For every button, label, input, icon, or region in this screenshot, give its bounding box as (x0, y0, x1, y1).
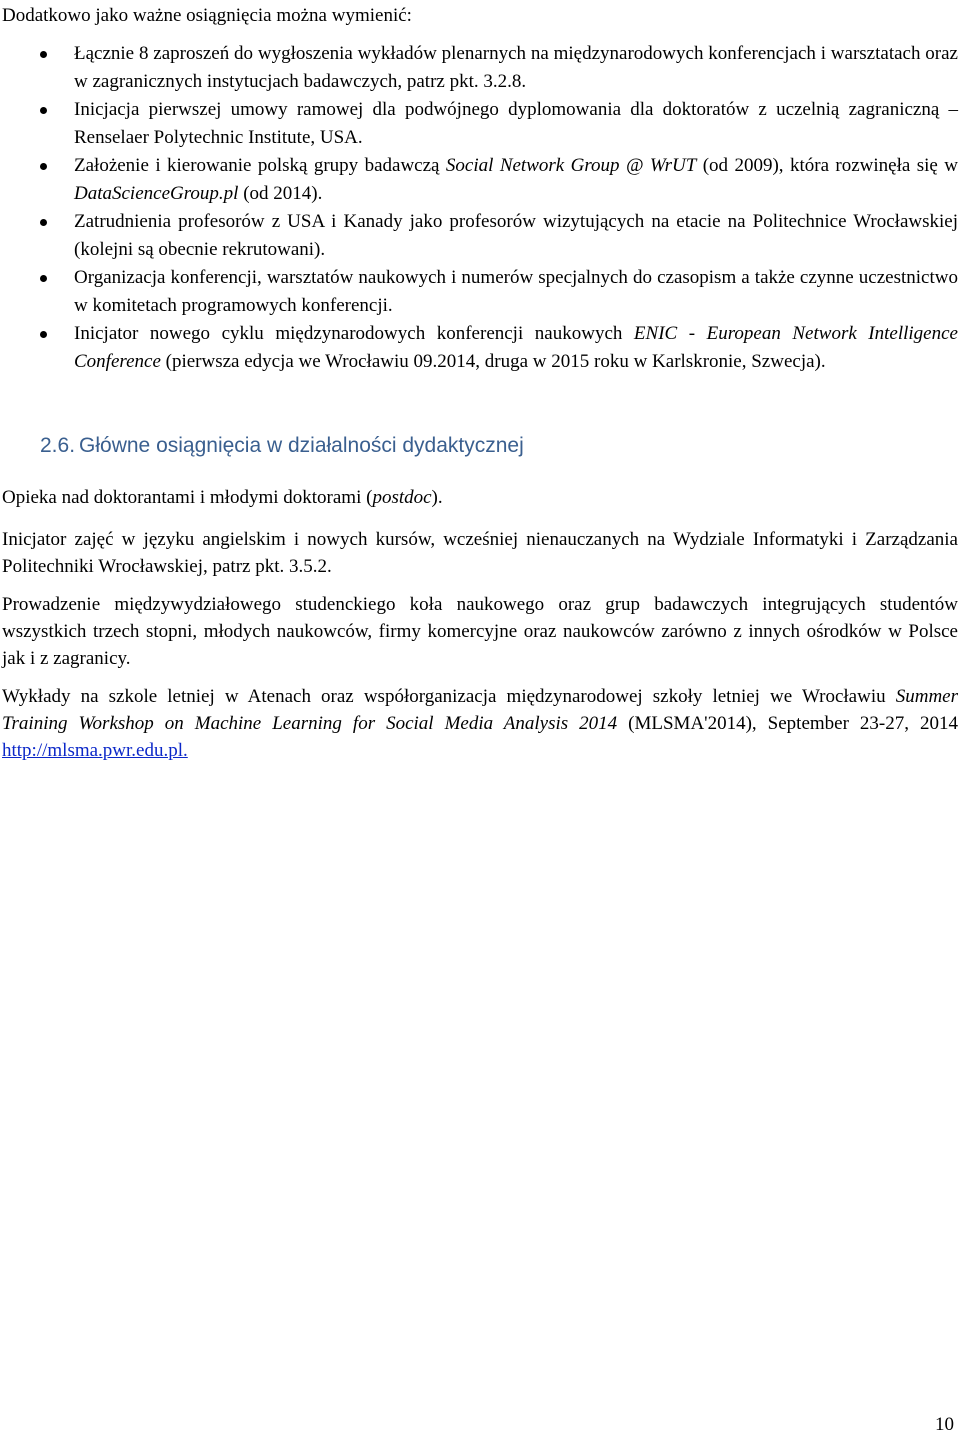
bullet-icon (40, 51, 47, 58)
list-item (0, 40, 958, 95)
list-item-text: Inicjacja pierwszej umowy ramowej dla podwójnego dyplomowania dla doktoratów z uczelnią zagraniczną – Renselaer Polytechnic Institute, USA. (74, 99, 958, 148)
list-item (0, 320, 958, 375)
list-item-text: Inicjator nowego cyklu międzynarodowych konferencji naukowych (74, 323, 634, 344)
list-item (0, 152, 958, 207)
conference-name: ENIC - European Network Intelligence Conference (74, 323, 958, 372)
list-item (0, 264, 958, 319)
intro-text: Dodatkowo jako ważne osiągnięcia można wymienić: (2, 5, 412, 26)
bullet-icon (40, 163, 47, 170)
list-item (0, 96, 958, 151)
list-item-text: Założenie i kierowanie polską grupy badawczą (74, 155, 446, 176)
bullet-icon (40, 107, 47, 114)
paragraph-emphasis: postdoc (372, 487, 432, 508)
paragraph-text: Wykłady na szkole letniej w Atenach oraz współorganizacja międzynarodowej szkoły letniej we Wrocławiu (2, 686, 896, 707)
list-item-text: (pierwsza edycja we Wrocławiu 09.2014, druga w 2015 roku w Karlskronie, Szwecja). (160, 350, 826, 372)
paragraph-text: ). (431, 487, 443, 508)
paragraph (2, 683, 958, 764)
workshop-link[interactable]: http://mlsma.pwr.edu.pl. (2, 740, 188, 761)
section-heading (40, 434, 524, 458)
page-number: 10 (935, 1414, 954, 1435)
bullet-icon (40, 275, 47, 282)
group-name: Social Network Group @ WrUT (445, 155, 697, 176)
achievements-list (0, 40, 958, 375)
bullet-icon (40, 331, 47, 338)
list-item-text: (od 2014). (238, 182, 323, 204)
paragraph: Prowadzenie międzywydziałowego studenckiego koła naukowego oraz grup badawczych integrujących studentów wszystkich trzech stopni, młodych naukowców, firmy komercyjne oraz naukowców zarówno z innych ośrodków w Polsce jak i z zagranicy. (2, 594, 958, 669)
paragraph-text: Opieka nad doktorantami i młodymi doktorami ( (2, 487, 373, 508)
list-item-text: Łącznie 8 zaproszeń do wygłoszenia wykładów plenarnych na międzynarodowych konferencjach i warsztatach oraz w zagranicznych instytucjach badawczych, patrz pkt. 3.2.8. (74, 43, 958, 92)
paragraph (2, 484, 958, 511)
paragraph: Inicjator zajęć w języku angielskim i nowych kursów, wcześniej nienauczanych na Wydziale Informatyki i Zarządzania Politechniki Wrocławskiej, patrz pkt. 3.5.2. (2, 529, 958, 577)
list-item-text: Zatrudnienia profesorów z USA i Kanady jako profesorów wizytujących na etacie na Politechnice Wrocławskiej (kolejni są obecnie rekrutowani). (74, 211, 958, 260)
workshop-name: Summer Training Workshop on Machine Learning for Social Media Analysis 2014 (2, 686, 958, 734)
bullet-icon (40, 219, 47, 226)
list-item (0, 208, 958, 263)
list-item-text: Organizacja konferencji, warsztatów naukowych i numerów specjalnych do czasopism a także czynne uczestnictwo w komitetach programowych konferencji. (74, 267, 958, 316)
section-number: 2.6. (40, 434, 76, 457)
list-item-text: (od 2009), która rozwinęła się w (696, 155, 958, 176)
paragraph-text: (MLSMA'2014), September 23-27, 2014 (617, 713, 958, 734)
section-title: Główne osiągnięcia w działalności dydaktycznej (79, 434, 524, 457)
group-site-name: DataScienceGroup.pl (74, 182, 239, 204)
